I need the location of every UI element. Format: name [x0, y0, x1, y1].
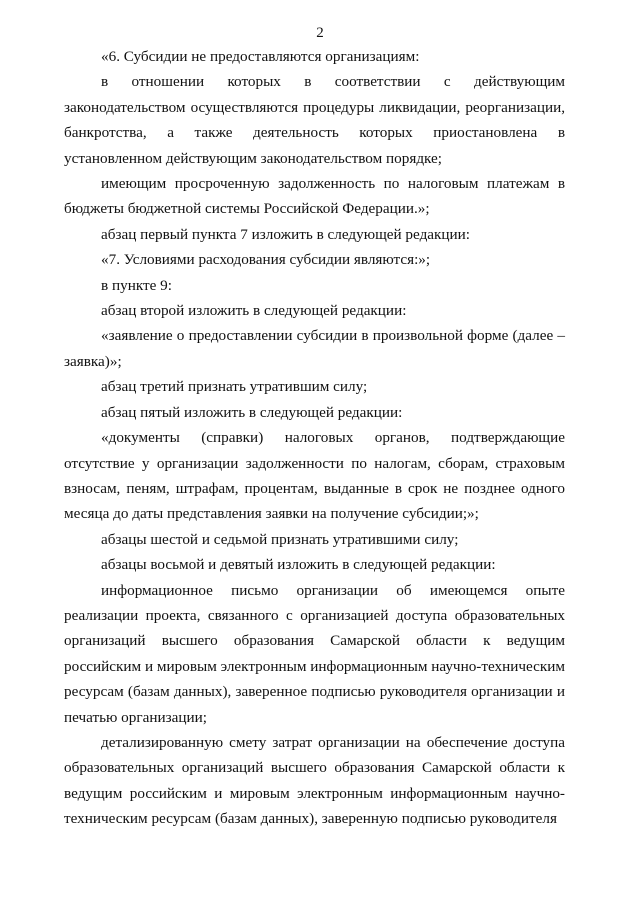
paragraph-1: «6. Субсидии не предоставляются организациям:: [101, 48, 420, 65]
paragraph-12: абзацы шестой и седьмой признать утратившими силу;: [101, 530, 459, 548]
paragraph-14: информационное письмо организации об имеющемся опыте реализации проекта, связанного с организацией доступа образовательных организаций высшего образования Самарской области к ведущим российским и мировым электронным информационным научно-техническим ресурсам (базам данных), заверенное подписью руководителя организации и печатью организации;: [64, 581, 565, 726]
paragraph-2: в отношении которых в соответствии с действующим законодательством осуществляются процедуры ликвидации, реорганизации, банкротства, а также деятельность которых приостановлена в установленном действующим законодательством порядке;: [64, 73, 565, 167]
paragraph-6: в пункте 9:: [101, 276, 172, 294]
paragraph-13: абзацы восьмой и девятый изложить в следующей редакции:: [101, 556, 496, 574]
paragraph-9: абзац третий признать утратившим силу;: [101, 378, 368, 396]
paragraph-5: «7. Условиями расходования субсидии являются:»;: [101, 251, 431, 269]
document-body: [64, 44, 565, 832]
paragraph-3: имеющим просроченную задолженность по налоговым платежам в бюджеты бюджетной системы Российской Федерации.»;: [64, 175, 565, 218]
paragraph-4: абзац первый пункта 7 изложить в следующей редакции:: [101, 225, 471, 243]
paragraph-7: абзац второй изложить в следующей редакции:: [101, 302, 407, 320]
paragraph-15: детализированную смету затрат организации на обеспечение доступа образовательных организаций высшего образования Самарской области к ведущим российским и мировым электронным информационным научно-техническим ресурсам (базам данных), заверенную подписью руководителя: [64, 733, 565, 828]
paragraph-8: «заявление о предоставлении субсидии в произвольной форме (далее – заявка)»;: [64, 327, 565, 370]
paragraph-10: абзац пятый изложить в следующей редакции:: [101, 403, 403, 421]
paragraph-11: «документы (справки) налоговых органов, подтверждающие отсутствие у организации задолженности по налогам, сборам, страховым взносам, пеням, штрафам, процентам, выданные в срок не позднее одного месяца до даты представления заявки на получение субсидии;»;: [64, 429, 565, 523]
page-number: 2: [316, 25, 324, 41]
